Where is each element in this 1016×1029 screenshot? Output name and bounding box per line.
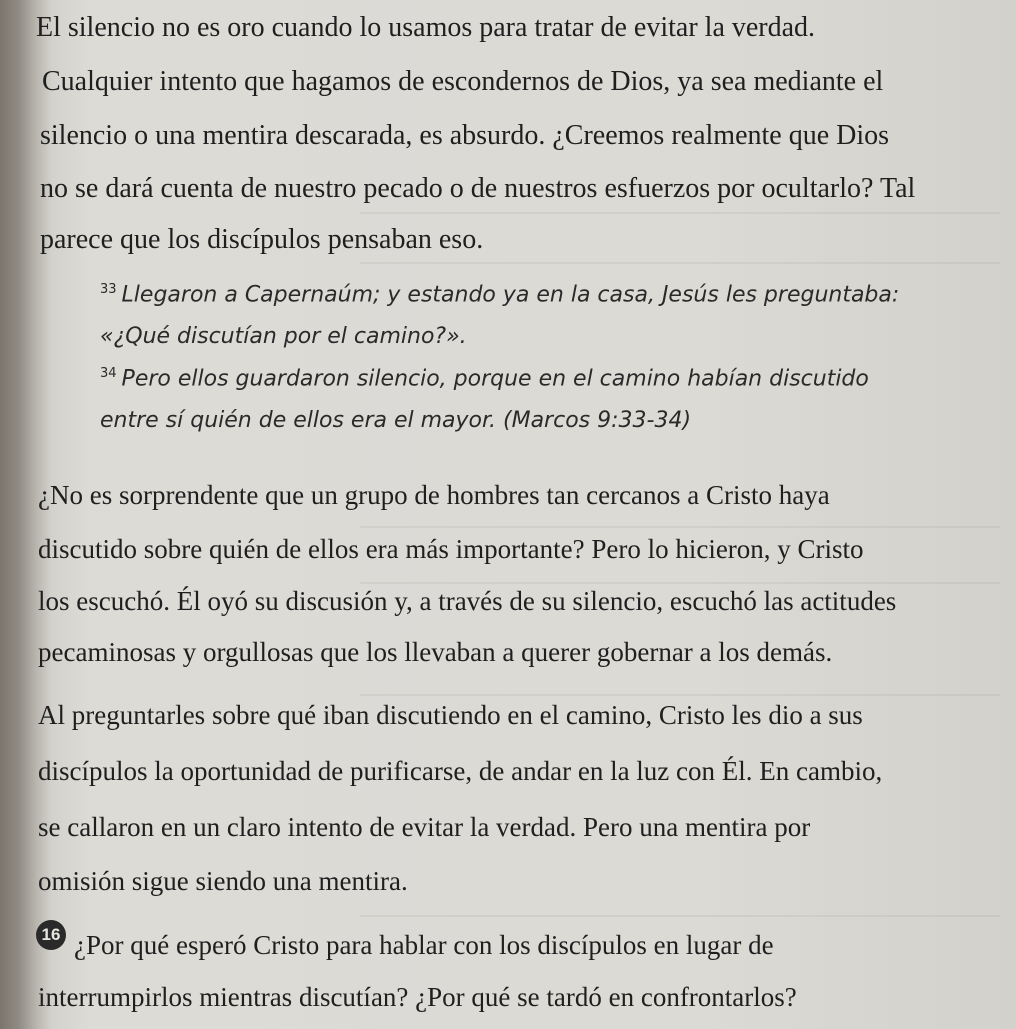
- scripture-verse-33: [100, 282, 899, 307]
- body-line: ¿No es sorprendente que un grupo de hombres tan cercanos a Cristo haya: [38, 480, 830, 510]
- intro-line: silencio o una mentira descarada, es absurdo. ¿Creemos realmente que Dios: [40, 120, 890, 151]
- verse-number: 33: [100, 282, 117, 297]
- question-line: interrumpirlos mientras discutían? ¿Por qué se tardó en confrontarlos?: [38, 982, 797, 1012]
- question-number-badge: 16: [36, 920, 66, 950]
- body-line: discutido sobre quién de ellos era más importante? Pero lo hicieron, y Cristo: [38, 534, 864, 564]
- scripture-line: entre sí quién de ellos era el mayor. (Marcos 9:33-34): [100, 408, 692, 433]
- question-line: ¿Por qué esperó Cristo para hablar con los discípulos en lugar de: [74, 930, 774, 960]
- intro-line: parece que los discípulos pensaban eso.: [40, 224, 484, 255]
- body-line: Al preguntarles sobre qué iban discutiendo en el camino, Cristo les dio a sus: [38, 700, 863, 730]
- body-line: se callaron en un claro intento de evitar la verdad. Pero una mentira por: [38, 812, 811, 842]
- bleed-through-mark: [360, 915, 1000, 917]
- verse-number: 34: [100, 366, 117, 381]
- verse-text: Pero ellos guardaron silencio, porque en el camino habían discutido: [121, 366, 869, 392]
- body-line: los escuchó. Él oyó su discusión y, a través de su silencio, escuchó las actitudes: [38, 586, 897, 616]
- intro-line: no se dará cuenta de nuestro pecado o de nuestros esfuerzos por ocultarlo? Tal: [40, 173, 916, 204]
- bleed-through-mark: [360, 526, 1000, 528]
- body-line: omisión sigue siendo una mentira.: [38, 866, 408, 896]
- intro-line: Cualquier intento que hagamos de escondernos de Dios, ya sea mediante el: [42, 66, 884, 97]
- bleed-through-mark: [360, 212, 1000, 214]
- bleed-through-mark: [360, 694, 1000, 696]
- scripture-verse-34: [100, 366, 869, 391]
- verse-text: Llegaron a Capernaúm; y estando ya en la casa, Jesús les preguntaba:: [121, 282, 900, 308]
- bleed-through-mark: [360, 582, 1000, 584]
- body-line: pecaminosas y orgullosas que los llevaban a querer gobernar a los demás.: [38, 637, 833, 667]
- bleed-through-mark: [360, 262, 1000, 264]
- scripture-line: «¿Qué discutían por el camino?».: [100, 324, 467, 349]
- intro-heading: El silencio no es oro cuando lo usamos para tratar de evitar la verdad.: [36, 12, 816, 43]
- body-line: discípulos la oportunidad de purificarse, de andar en la luz con Él. En cambio,: [38, 756, 883, 786]
